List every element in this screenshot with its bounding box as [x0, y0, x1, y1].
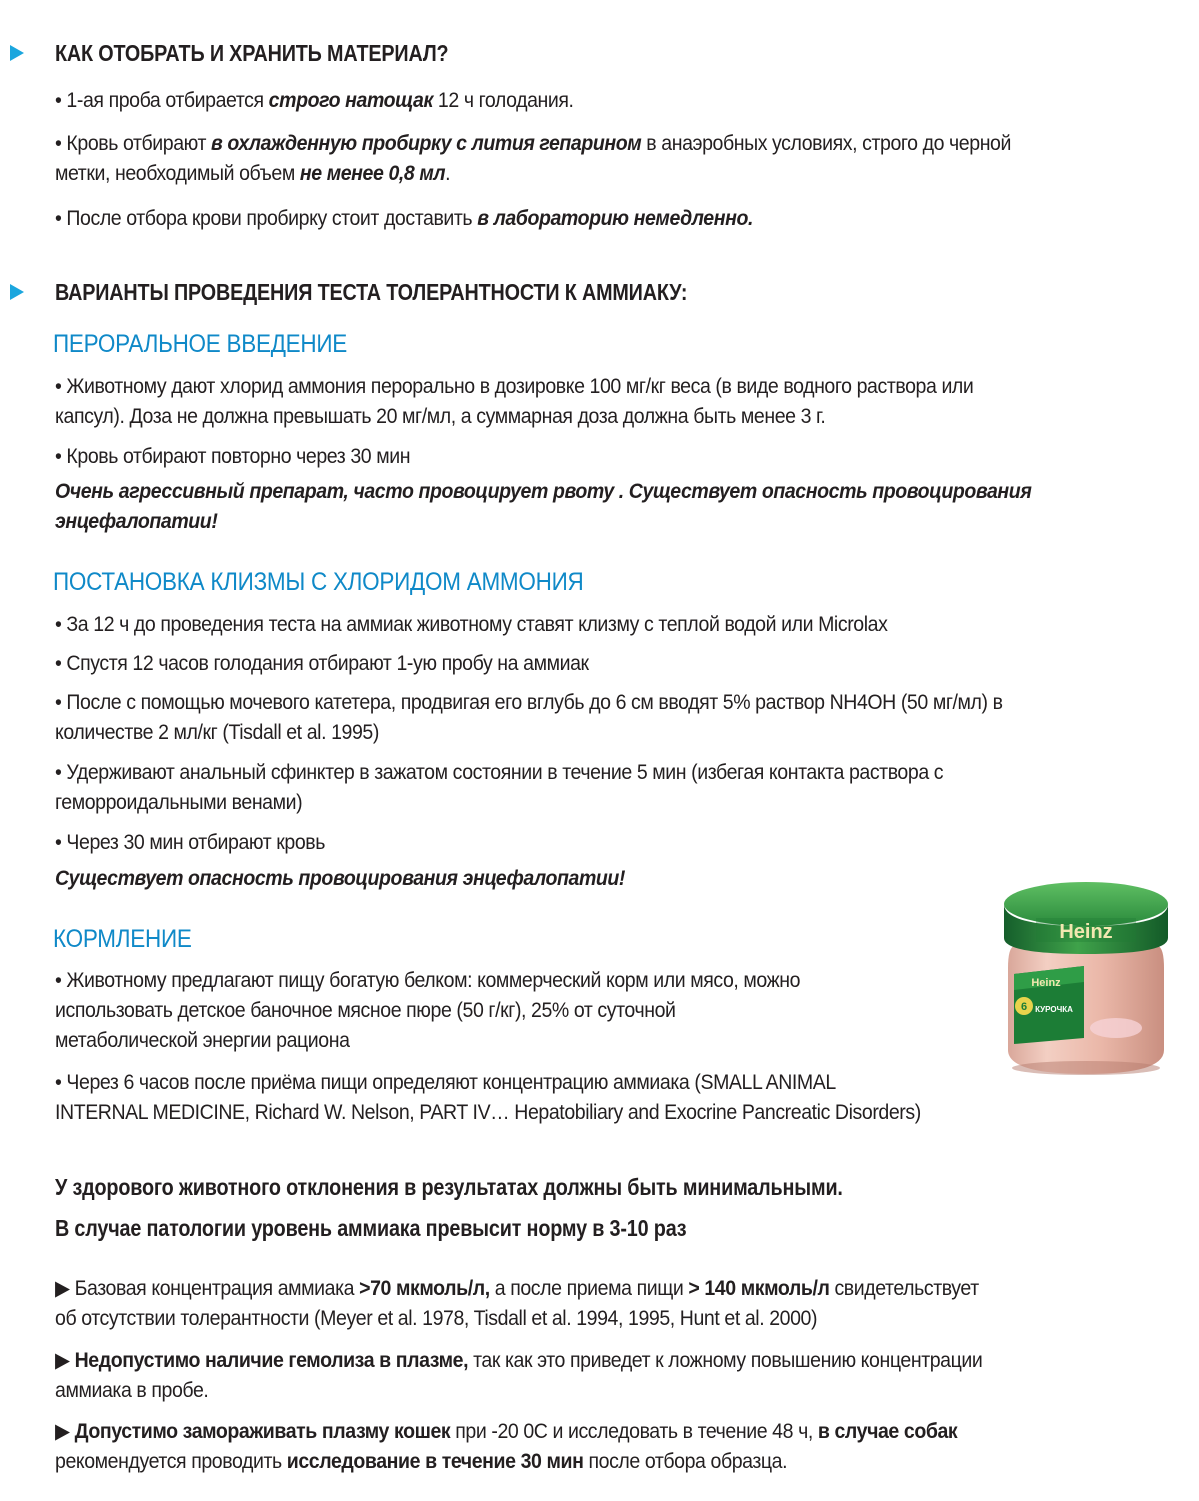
warning-line: Существует опасность провоцирования энцефалопатии! [55, 867, 626, 890]
paragraph-line: • Кровь отбирают в охлажденную пробирку с лития гепарином в анаэробных условиях, строго до черной [55, 132, 1011, 155]
warning-line: энцефалопатии! [55, 510, 218, 533]
arrow-icon: ▶ [55, 1420, 75, 1443]
section-bullet-icon [10, 284, 24, 300]
section-heading: ВАРИАНТЫ ПРОВЕДЕНИЯ ТЕСТА ТОЛЕРАНТНОСТИ К АММИАКУ: [55, 279, 688, 305]
paragraph-line: метаболической энергии рациона [55, 1029, 350, 1052]
arrow-icon: ▶ [55, 1349, 75, 1372]
warning-line: Очень агрессивный препарат, часто провоцирует рвоту . Существует опасность провоцирования [55, 480, 1032, 503]
paragraph-line: использовать детское баночное мясное пюре (50 г/кг), 25% от суточной [55, 999, 676, 1022]
paragraph-line: • Кровь отбирают повторно через 30 мин [55, 445, 411, 468]
subsection-title: КОРМЛЕНИЕ [53, 925, 192, 953]
summary-line: В случае патологии уровень аммиака превысит норму в 3-10 раз [55, 1215, 687, 1241]
paragraph-line: • После с помощью мочевого катетера, продвигая его вглубь до 6 см вводят 5% раствор NH4OH (50 мг/мл) в [55, 691, 1003, 714]
summary-line: У здорового животного отклонения в результатах должны быть минимальными. [55, 1174, 843, 1200]
note-line: рекомендуется проводить исследование в течение 30 мин после отбора образца. [55, 1450, 788, 1473]
paragraph-line: • Животному предлагают пищу богатую белком: коммерческий корм или мясо, можно [55, 969, 801, 992]
paragraph-line: • 1-ая проба отбирается строго натощак 12 ч голодания. [55, 89, 574, 112]
subsection-title: ПОСТАНОВКА КЛИЗМЫ С ХЛОРИДОМ АММОНИЯ [53, 568, 584, 596]
note-line: ▶ Недопустимо наличие гемолиза в плазме, так как это приведет к ложному повышению концентрации [55, 1349, 983, 1372]
subsection-title: ПЕРОРАЛЬНОЕ ВВЕДЕНИЕ [53, 330, 348, 358]
paragraph-line: капсул). Доза не должна превышать 20 мг/мл, а суммарная доза должна быть менее 3 г. [55, 405, 826, 428]
note-line: ▶ Допустимо замораживать плазму кошек при -20 0С и исследовать в течение 48 ч, в случае собак [55, 1420, 958, 1443]
jar-label-brand: Heinz [1031, 977, 1061, 989]
paragraph-line: • Через 6 часов после приёма пищи определяют концентрацию аммиака (SMALL ANIMAL [55, 1071, 836, 1094]
note-line: об отсутствии толерантности (Meyer et al. 1978, Tisdall et al. 1994, 1995, Hunt et al. 2000) [55, 1307, 818, 1330]
paragraph-line: INTERNAL MEDICINE, Richard W. Nelson, PART IV… Hepatobiliary and Exocrine Pancreatic Disorders) [55, 1101, 921, 1124]
note-line: ▶ Базовая концентрация аммиака >70 мкмоль/л, а после приема пищи > 140 мкмоль/л свидетельствует [55, 1277, 979, 1300]
paragraph-line: • Удерживают анальный сфинктер в зажатом состоянии в течение 5 мин (избегая контакта раствора с [55, 761, 944, 784]
jar-age-badge: 6 [1020, 1001, 1028, 1013]
paragraph-line: • За 12 ч до проведения теста на аммиак животному ставят клизму с теплой водой или Microlax [55, 613, 888, 636]
paragraph-line: • Спустя 12 часов голодания отбирают 1-ую пробу на аммиак [55, 652, 589, 675]
paragraph-line: количестве 2 мл/кг (Tisdall et al. 1995) [55, 721, 379, 744]
baby-food-jar-image [996, 878, 1176, 1078]
paragraph-line: • Через 30 мин отбирают кровь [55, 831, 325, 854]
section-heading: КАК ОТОБРАТЬ И ХРАНИТЬ МАТЕРИАЛ? [55, 40, 449, 66]
paragraph-line: геморроидальными венами) [55, 791, 303, 814]
jar-label-flavor: КУРОЧКА [1035, 1005, 1073, 1014]
paragraph-line: • После отбора крови пробирку стоит доставить в лабораторию немедленно. [55, 207, 753, 230]
paragraph-line: • Животному дают хлорид аммония перорально в дозировке 100 мг/кг веса (в виде водного раствора или [55, 375, 974, 398]
note-line: аммиака в пробе. [55, 1379, 209, 1402]
section-bullet-icon [10, 45, 24, 61]
jar-lid-brand: Heinz [1059, 921, 1113, 943]
paragraph-line: метки, необходимый объем не менее 0,8 мл. [55, 162, 451, 185]
arrow-icon: ▶ [55, 1277, 75, 1300]
